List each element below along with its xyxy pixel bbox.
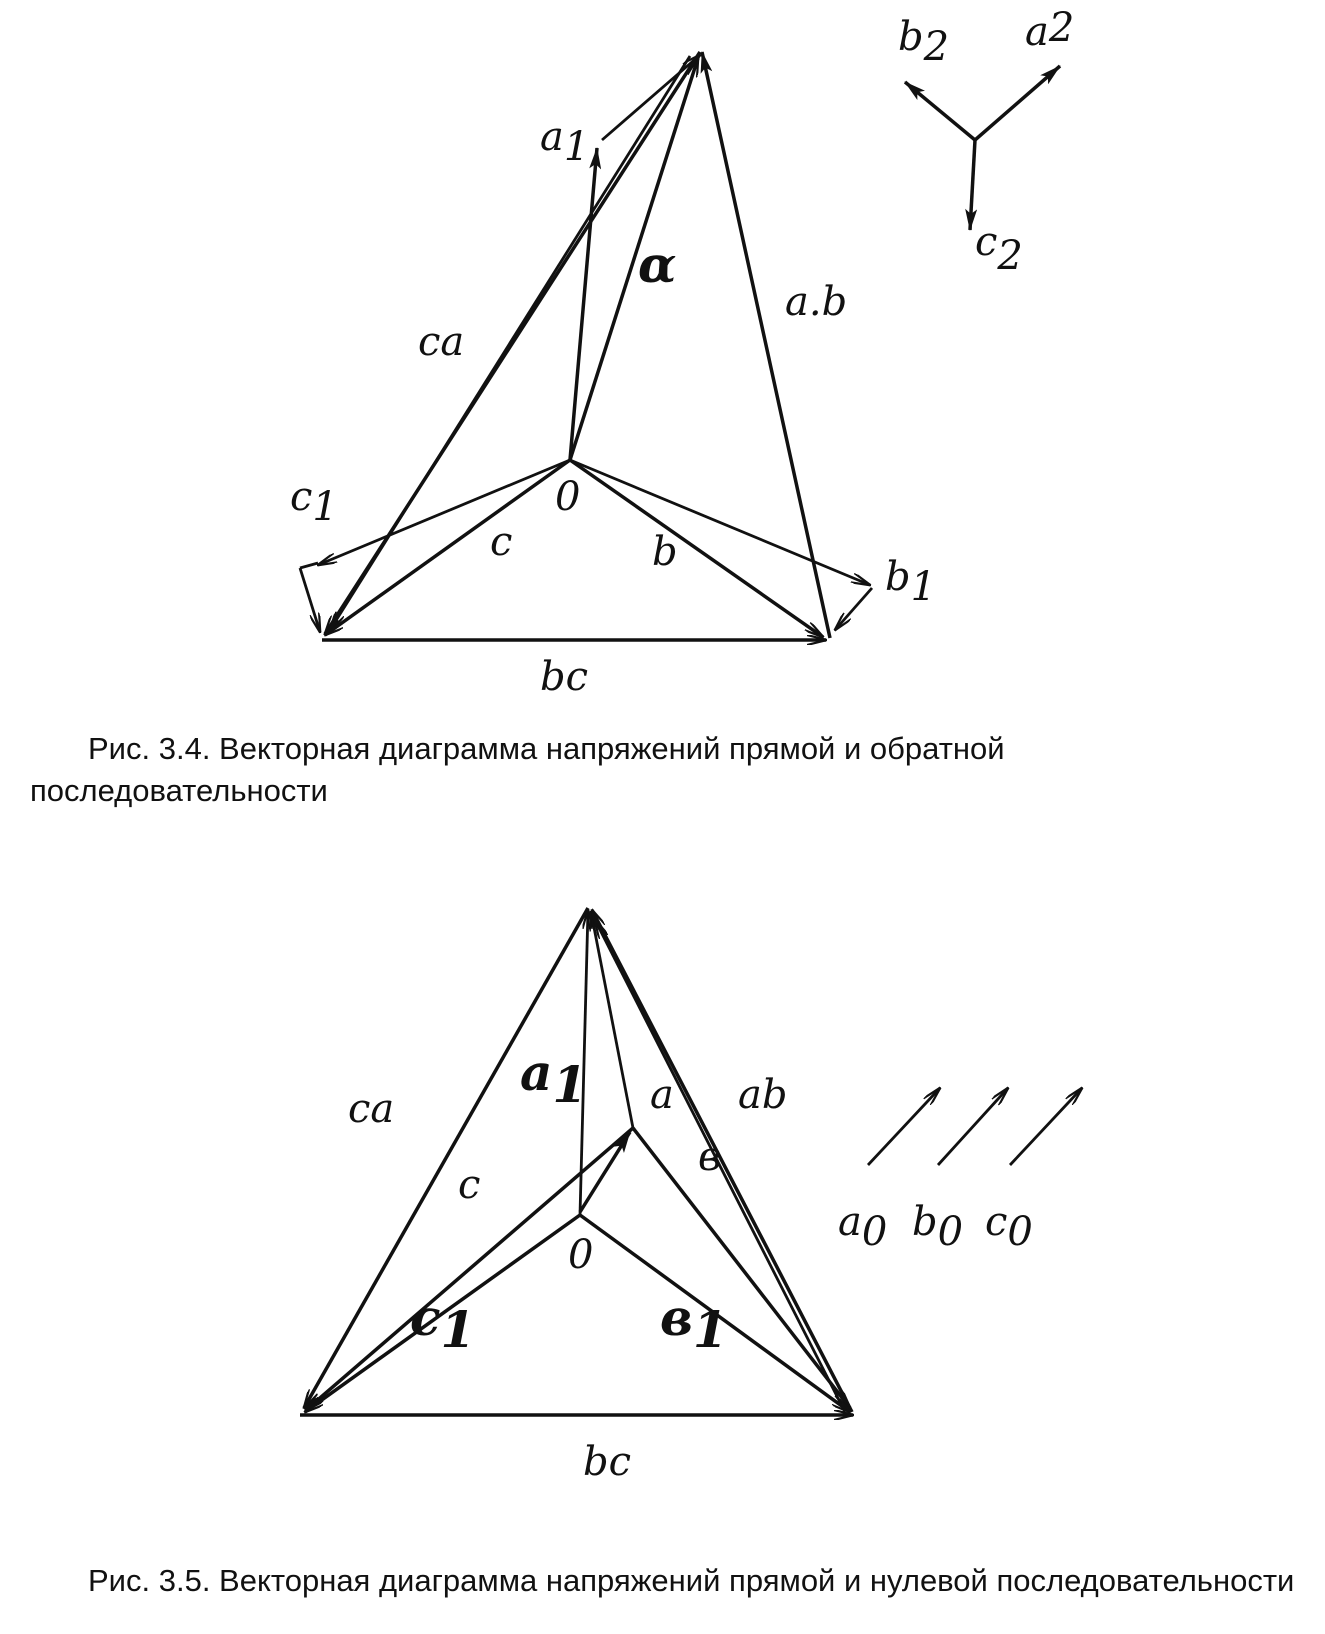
label-ca: ca <box>348 1086 395 1132</box>
label-bc: bc <box>540 654 589 700</box>
label-b2: b2 <box>898 14 950 70</box>
label-b0: b0 <box>912 1199 964 1255</box>
vector-b1 <box>570 460 872 630</box>
negative-sequence-star <box>905 66 1060 230</box>
vector-a <box>591 912 633 1128</box>
zero-sequence-vectors <box>868 1088 1082 1165</box>
vector-b2 <box>905 82 975 140</box>
vector-a2 <box>975 66 1060 140</box>
vector-a0 <box>868 1088 940 1165</box>
vector-c0 <box>1010 1088 1082 1165</box>
label-ca: ca <box>418 319 465 365</box>
figure-3-4 <box>0 0 1325 700</box>
figure-3-5 <box>0 860 1325 1540</box>
label-a: a <box>650 1072 674 1118</box>
label-b1: в1 <box>660 1288 728 1359</box>
vector-ca <box>325 52 700 634</box>
label-c1: c1 <box>410 1288 476 1359</box>
label-alpha: α <box>638 235 677 294</box>
label-a2: a2 <box>1025 5 1075 55</box>
vector-b <box>633 1128 850 1408</box>
vector-b0 <box>938 1088 1008 1165</box>
label-b: b <box>652 529 678 575</box>
label-ab: a.b <box>785 279 848 325</box>
label-c0: c0 <box>985 1199 1033 1255</box>
figure-3-4-caption: Рис. 3.4. Векторная диаграмма напряжений прямой и обратной последовательности <box>30 731 1005 808</box>
label-a1: a1 <box>540 114 590 170</box>
label-b: в <box>698 1134 722 1180</box>
label-ab: ab <box>738 1072 788 1118</box>
figure-3-5-caption: Рис. 3.5. Векторная диаграмма напряжений прямой и нулевой последовательности <box>88 1563 1295 1598</box>
figure-3-5-diagram <box>0 860 1325 1540</box>
vector-ab <box>702 52 830 638</box>
label-origin: 0 <box>555 474 581 520</box>
label-a1: a1 <box>520 1043 588 1114</box>
label-origin: 0 <box>568 1232 594 1278</box>
label-c1: c1 <box>290 474 338 530</box>
label-a0: a0 <box>838 1199 888 1255</box>
label-bc: bc <box>583 1439 632 1485</box>
label-c2: c2 <box>975 219 1023 279</box>
label-c: c <box>458 1162 481 1208</box>
vector-c2 <box>970 140 975 230</box>
vector-c1 <box>300 460 570 632</box>
vector-zero-a <box>580 1132 630 1212</box>
label-b1: b1 <box>885 554 937 610</box>
vector-a <box>570 58 698 460</box>
figure-3-4-diagram <box>0 0 1325 700</box>
label-c: c <box>490 519 513 565</box>
